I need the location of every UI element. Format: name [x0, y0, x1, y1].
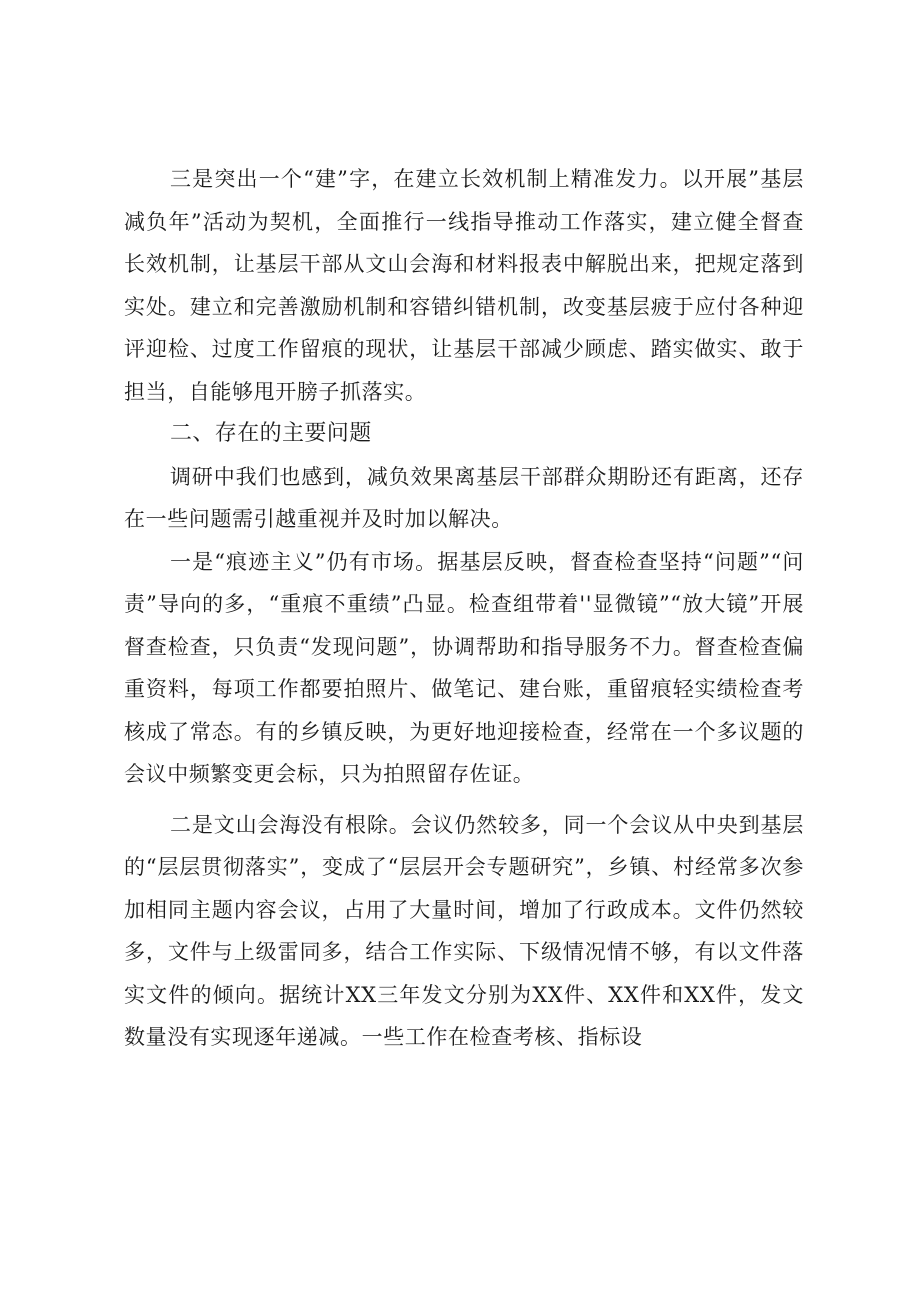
paragraph-establish-mechanism: 三是突出一个“建”字，在建立长效机制上精准发力。以开展”基层减负年”活动为契机，全面推行一线指导推动工作落实，建立健全督查长效机制，让基层干部从文山会海和材料报表中解脱出来，把规定落到实处。建立和完善激励机制和容错纠错机制，改变基层疲于应付各种迎评迎检、过度工作留痕的现状，让基层干部减少顾虑、踏实做实、敢于担当，自能够甩开膀子抓落实。: [124, 167, 804, 404]
paragraph-meetings-documents: 二是文山会海没有根除。会议仍然较多，同一个会议从中央到基层的“层层贯彻落实”，变成了“层层开会专题研究”，乡镇、村经常多次参加相同主题内容会议，占用了大量时间，增加了行政成本。文件仍然较多，文件与上级雷同多，结合工作实际、下级情况情不够，有以文件落实文件的倾向。据统计XX三年发文分别为XX件、XX件和XX件，发文数量没有实现逐年递减。一些工作在检查考核、指标设: [124, 812, 804, 1049]
paragraph-research-findings: 调研中我们也感到，减负效果离基层干部群众期盼还有距离，还存在一些问题需引越重视并及时加以解决。: [124, 464, 804, 531]
document-body: [124, 158, 804, 1059]
section-heading-main-problems: 二、存在的主要问题: [170, 421, 372, 446]
paragraph-formalism-traces: 一是“痕迹主义”仍有市场。据基层反映，督查检查坚持“问题”“问责”导向的多，“重痕不重绩”凸显。检查组带着''显微镜”“放大镜”开展督查检查，只负责“发现问题”，协调帮助和指导服务不力。督查检查偏重资料，每项工作都要拍照片、做笔记、建台账，重留痕轻实绩检查考核成了常态。有的乡镇反映，为更好地迎接检查，经常在一个多议题的会议中频繁变更会标，只为拍照留存佐证。: [124, 549, 804, 786]
